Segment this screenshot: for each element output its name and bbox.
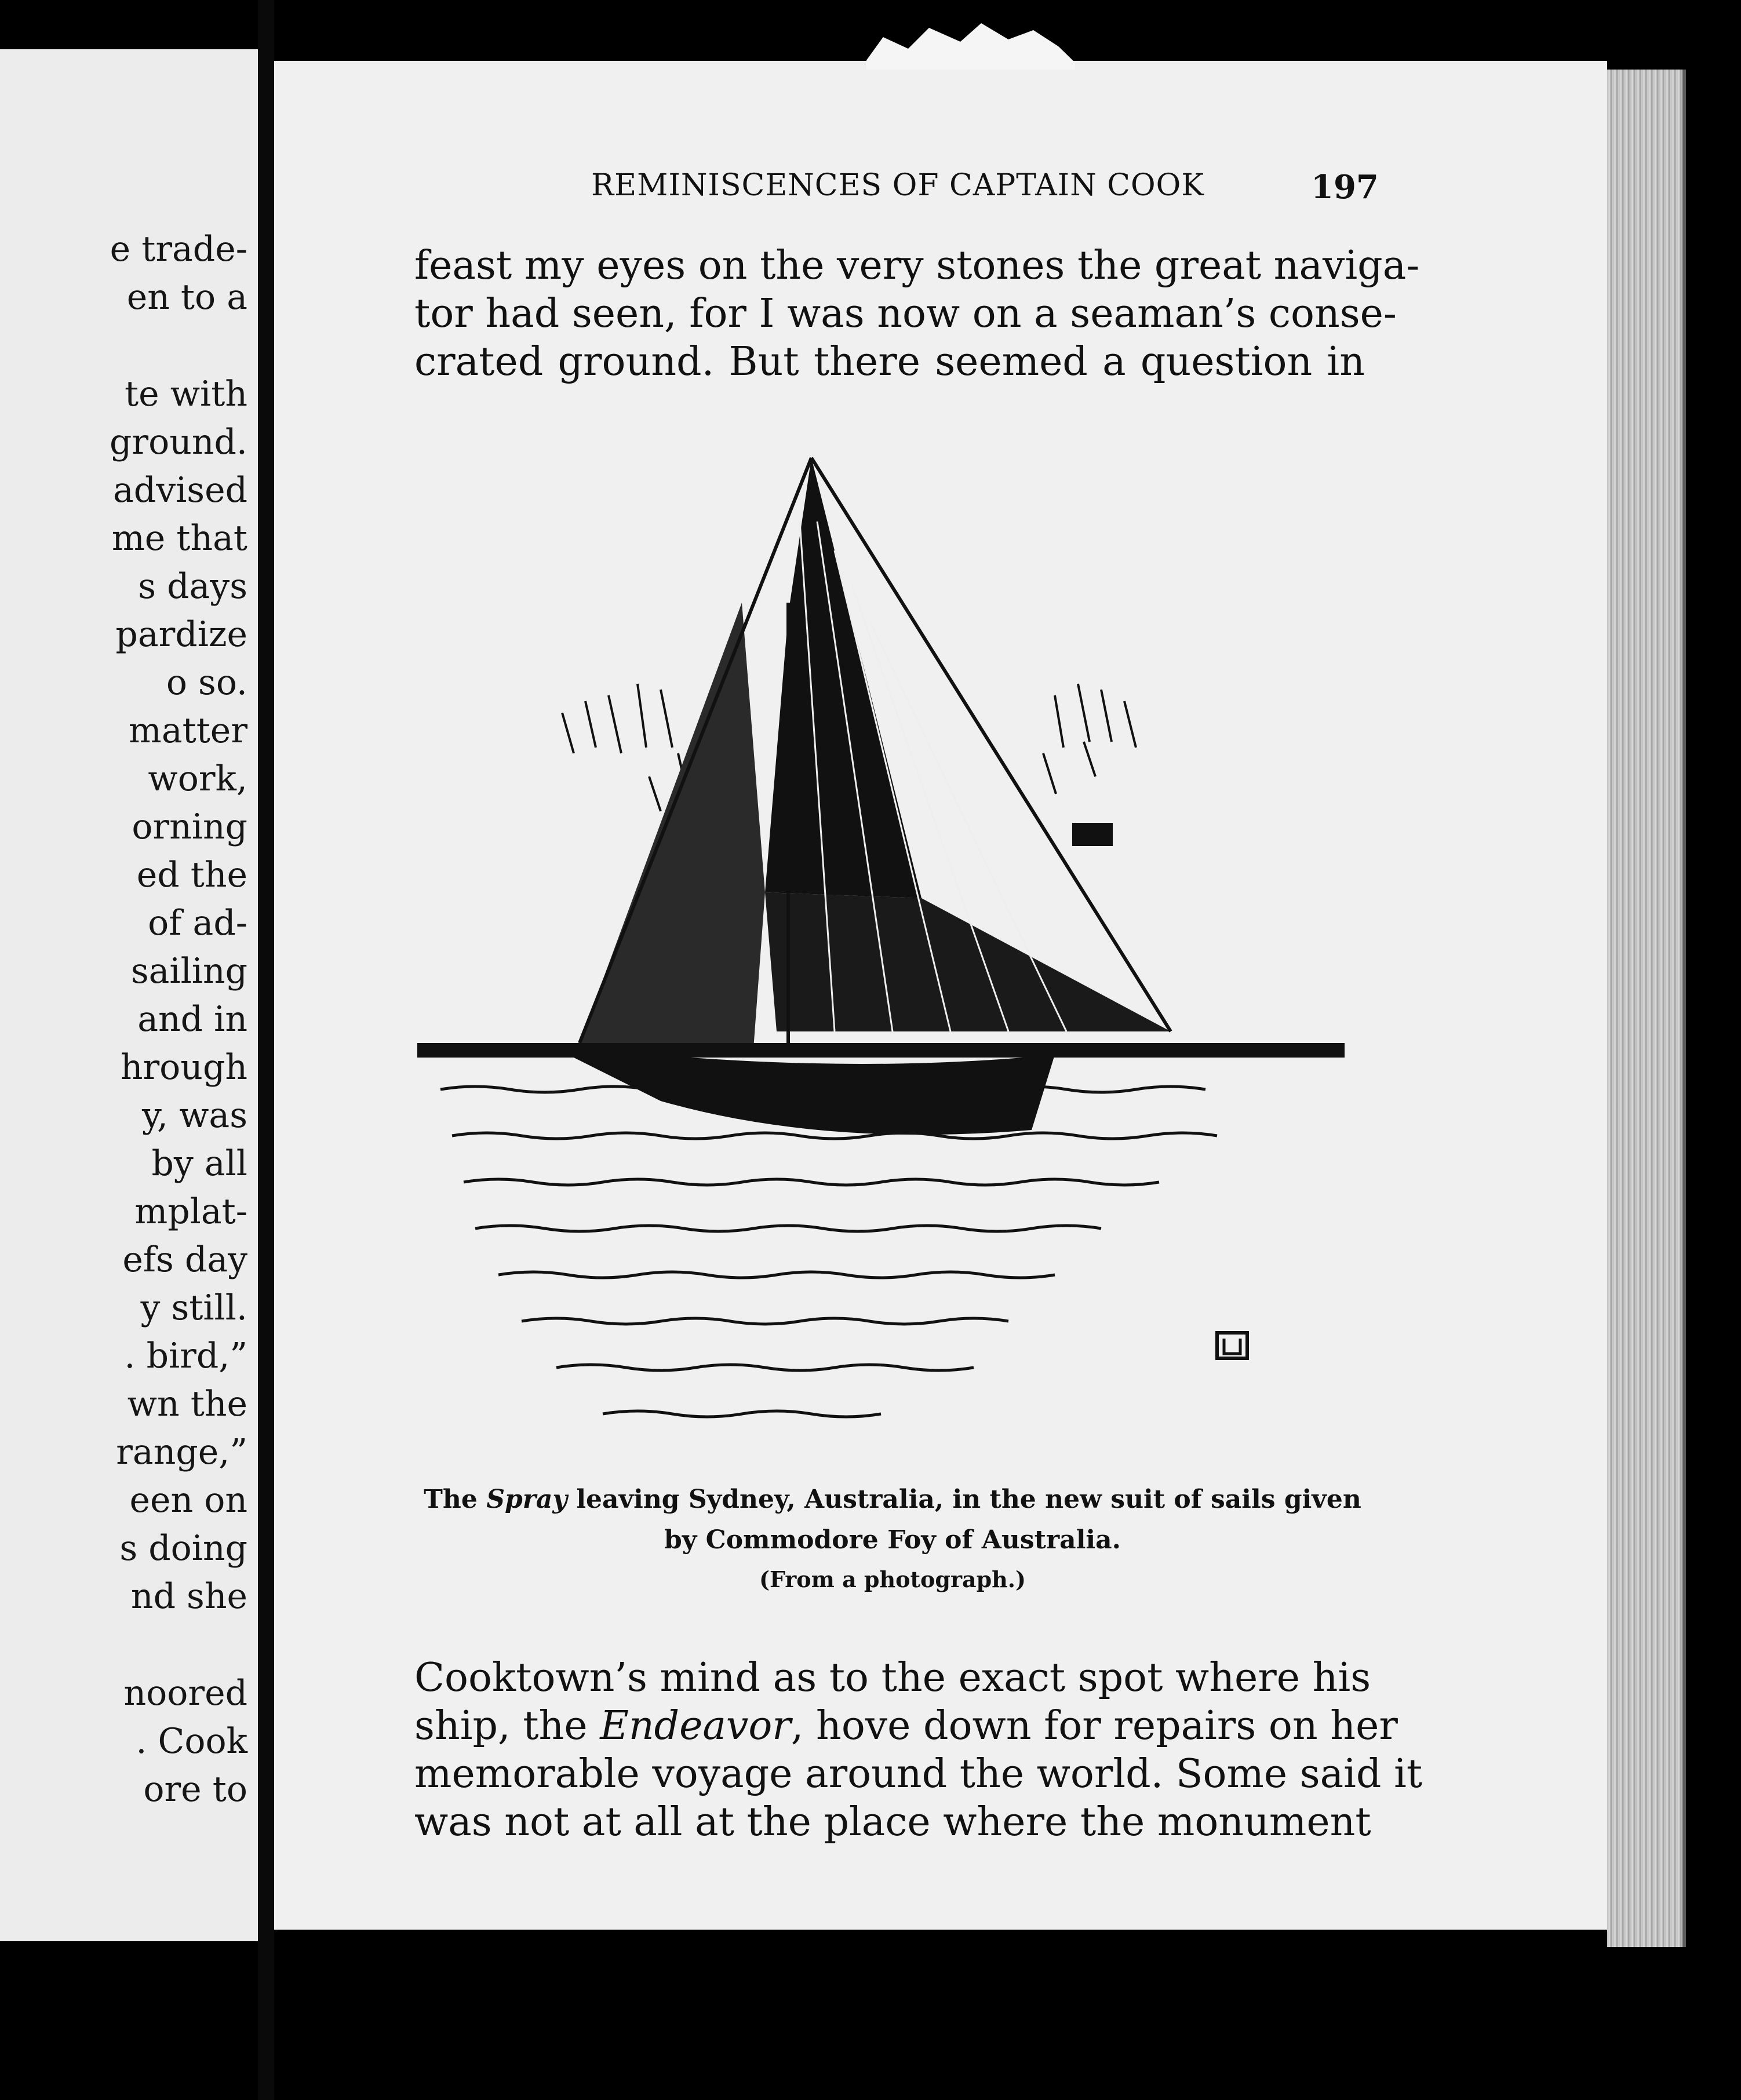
left-page-line: orning — [132, 807, 247, 847]
left-page-line: y, was — [142, 1095, 247, 1136]
left-page-line: sailing — [130, 951, 247, 991]
caption-line-2: by Commodore Foy of Australia. — [664, 1525, 1121, 1555]
left-page-line: by all — [151, 1143, 247, 1184]
left-page-line: noored — [123, 1673, 247, 1713]
left-page-line: pardize — [115, 614, 247, 655]
torn-paper — [866, 23, 1075, 70]
left-page-line: efs day — [122, 1239, 247, 1280]
left-page-line: nd she — [130, 1576, 247, 1617]
body-line-5: ship, the Endeavor, hove down for repairs on her — [414, 1703, 1398, 1749]
left-page-line: hrough — [120, 1047, 247, 1088]
left-page-line: matter — [128, 710, 247, 751]
left-page-line: advised — [113, 470, 247, 511]
left-page-line: s doing — [119, 1528, 247, 1569]
left-page-line: een on — [129, 1480, 247, 1521]
left-page-line: . bird,” — [124, 1336, 247, 1376]
left-page-line: ore to — [143, 1769, 247, 1810]
caption-italic: Spray — [486, 1485, 567, 1514]
left-page — [0, 49, 258, 1941]
left-page-line: mplat- — [134, 1191, 247, 1232]
left-page-line: range,” — [116, 1432, 247, 1472]
page-number: 197 — [1311, 168, 1379, 206]
left-page-line: . Cook — [136, 1721, 247, 1762]
left-page-line: ground. — [110, 422, 247, 462]
left-page-line: ed the — [136, 855, 247, 895]
left-page-line: en to a — [126, 277, 247, 318]
left-page-line: e trade- — [110, 229, 247, 269]
left-page-line: o so. — [166, 662, 247, 703]
body-line-3: crated ground. But there seemed a question in — [414, 339, 1365, 385]
left-page-line: of ad- — [148, 903, 247, 943]
left-page-line: y still. — [140, 1288, 247, 1328]
page-edges — [1607, 70, 1686, 1947]
body-line-7: was not at all at the place where the monument — [414, 1799, 1371, 1845]
running-head: REMINISCENCES OF CAPTAIN COOK — [591, 168, 1205, 203]
book-gutter — [258, 0, 274, 2100]
left-page-line: work, — [148, 759, 247, 799]
caption-source: (From a photograph.) — [759, 1566, 1026, 1592]
body-line-2: tor had seen, for I was now on a seaman’s conse- — [414, 291, 1397, 337]
left-page-line: s days — [138, 566, 247, 607]
sailboat-illustration — [417, 452, 1345, 1460]
left-page-line: te with — [125, 374, 247, 414]
left-page-line: me that — [111, 518, 247, 559]
body-line-6: memorable voyage around the world. Some said it — [414, 1751, 1423, 1797]
body-line-1: feast my eyes on the very stones the great naviga- — [414, 243, 1420, 289]
left-page-line: and in — [137, 999, 247, 1040]
caption-line-1: The Spray leaving Sydney, Australia, in the new suit of sails given — [424, 1485, 1361, 1514]
body-line-4: Cooktown’s mind as to the exact spot where his — [414, 1655, 1371, 1701]
left-page-line: wn the — [127, 1384, 247, 1424]
